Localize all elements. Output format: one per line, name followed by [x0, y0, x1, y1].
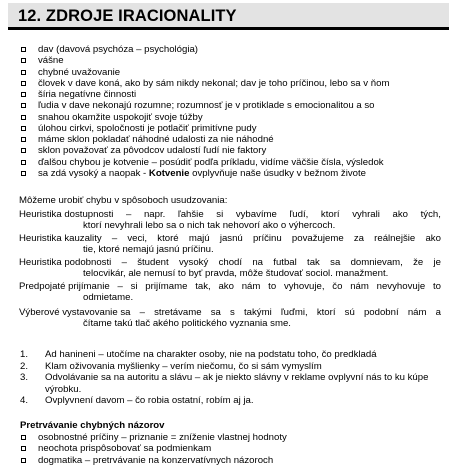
bold-term: Kotvenie — [148, 167, 190, 179]
definition-word: s — [230, 307, 235, 318]
definition-word: domnievam, — [350, 257, 403, 268]
definition-word: sú — [344, 307, 355, 318]
definition-word: – — [117, 281, 123, 292]
section-subtitle: Pretrvávanie chybných názorov — [20, 420, 165, 431]
list-item: neochota prispôsobovať sa podmienkam — [20, 443, 287, 454]
chapter-title: 12. ZDROJE IRACIONALITY — [18, 7, 237, 25]
list-item: vášne — [20, 55, 452, 66]
square-bullet-icon — [21, 103, 26, 108]
numbered-item: 1. Ad hanineni – utočíme na charakter osoby, nie na podstatu toho, čo predkladá — [20, 349, 377, 360]
definition-word: prijímame — [145, 281, 188, 292]
bullet-list — [20, 44, 452, 179]
list-item: ďalšou chybou je kotvenie – posúdiť podľa príkladu, vidíme väčšie čísla, výsledok — [20, 157, 452, 168]
definition-word: ktoré — [157, 233, 179, 244]
square-bullet-icon — [21, 137, 26, 142]
definition-word: majú — [188, 233, 210, 244]
definition-word: je — [433, 257, 441, 268]
definition-word: tak, — [195, 281, 211, 292]
definition-word: že — [413, 257, 424, 268]
bullet-list-2 — [20, 432, 287, 466]
square-bullet-icon — [21, 92, 26, 97]
definition-word: ľudí, — [289, 209, 309, 220]
definition-word: si — [216, 209, 224, 220]
square-bullet-icon — [21, 148, 26, 153]
list-item: úlohou cirkvi, spoločnosti je potlačiť primitívne pudy — [20, 123, 452, 134]
definition-word: ľahšie — [177, 209, 204, 220]
numbered-item: 4. Ovplyvnení davom – čo robia ostatní, robím aj ja. — [20, 395, 254, 407]
definition-word: vysoký — [178, 257, 209, 268]
numbered-list — [20, 349, 450, 407]
definition-continuation: tie, ktoré nemajú jasnú príčinu. — [83, 244, 214, 255]
definition-word: – — [111, 233, 118, 244]
list-item: dav (davová psychóza – psychológia) — [20, 44, 452, 55]
definition-word: stretávame — [154, 307, 202, 318]
definition-item — [19, 233, 441, 255]
square-bullet-icon — [21, 115, 26, 120]
definition-item — [19, 281, 441, 303]
definition-word: to — [432, 281, 441, 292]
square-bullet-icon — [21, 446, 26, 451]
square-bullet-icon — [21, 160, 26, 165]
definition-word: tých, — [420, 209, 441, 220]
definition-word: reálnejšie — [374, 233, 416, 244]
definition-word: za — [353, 233, 364, 244]
definition-word: – — [139, 307, 145, 318]
square-bullet-icon — [21, 171, 26, 176]
definition-word: ako — [218, 281, 234, 292]
definition-word: nevyhovuje — [376, 281, 426, 292]
list-item: sa zdá vysoký a naopak - Kotvenie ovplyvňuje naše úsudky v bežnom živote — [20, 168, 452, 179]
list-item: chybné uvažovanie — [20, 67, 452, 78]
definition-term: Heuristika kauzality — [19, 233, 102, 244]
definition-word: na — [252, 257, 263, 268]
definition-term: Heuristika dostupnosti — [19, 209, 114, 220]
definition-word: ako — [425, 233, 441, 244]
definition-word: ľuďmi, — [280, 307, 308, 318]
definition-word: príčinu — [252, 233, 282, 244]
definition-word: sa — [210, 307, 221, 318]
definition-item — [19, 209, 441, 231]
definition-continuation: ktorí nevyhrali lebo sa o nich tak nehovorí ako o výhercoch. — [83, 220, 336, 231]
definition-word: to — [268, 281, 277, 292]
definition-item — [19, 307, 441, 329]
list-item: máme sklon pokladať náhodné udalosti za nie náhodné — [20, 134, 452, 145]
list-item: človek v dave koná, ako by sám nikdy nekonal; dav je toho príčinou, lebo sa v ňom — [20, 78, 452, 89]
definition-word: chodí — [218, 257, 243, 268]
chapter-heading-bar — [8, 3, 449, 30]
definition-continuation: telocvikár, ale nemusí to byť pravda, môže študovať sociol. manažment. — [83, 268, 389, 279]
definition-word: jasnú — [219, 233, 243, 244]
list-item: šíria negatívne činnosti — [20, 89, 452, 100]
definition-word: – — [126, 209, 132, 220]
numbered-item: 2. Klam oživovania myšlienky – verím niečomu, čo si sám vymyslím — [20, 360, 322, 372]
definition-word: podobní — [363, 307, 399, 318]
definition-item — [19, 257, 441, 279]
list-item: ľudia v dave nekonajú rozumne; rozumnosť je v protiklade s emocionalitou a so — [20, 100, 452, 111]
definition-word: nám — [241, 281, 261, 292]
numbered-item: 3. Odvolávanie sa na autoritu a slávu – ak je niekto slávny v reklame ovplyvní nás to ku kúpe výrobku. — [20, 372, 429, 395]
definition-word: si — [130, 281, 138, 292]
list-item: dogmatika – pretrvávanie na konzervatívnych názoroch — [20, 455, 287, 466]
square-bullet-icon — [21, 435, 26, 440]
definition-word: – — [121, 257, 127, 268]
definition-word: sa — [330, 257, 341, 268]
intro-text: Môžeme urobiť chybu v spôsoboch usudzovania: — [19, 195, 228, 206]
square-bullet-icon — [21, 47, 26, 52]
definition-word: čo — [332, 281, 343, 292]
definition-word: študent — [137, 257, 169, 268]
list-item: osobnostné príčiny – priznanie = zníženie vlastnej hodnoty — [20, 432, 287, 443]
definition-term: Výberové vystavovanie sa — [19, 307, 131, 318]
list-item: snahou okamžite uspokojiť svoje túžby — [20, 112, 452, 123]
definition-word: vyhovuje, — [283, 281, 325, 292]
definition-word: futbal — [273, 257, 297, 268]
definition-word: nám — [407, 307, 427, 318]
definition-word: vybavíme — [235, 209, 277, 220]
square-bullet-icon — [21, 126, 26, 131]
definition-word: ako — [392, 209, 408, 220]
definition-word: považujeme — [291, 233, 344, 244]
definition-word: tak — [307, 257, 320, 268]
definition-word: vyhrali — [352, 209, 380, 220]
definition-word: ktorí — [320, 209, 340, 220]
square-bullet-icon — [21, 81, 26, 86]
square-bullet-icon — [21, 70, 26, 75]
definition-word: napr. — [143, 209, 166, 220]
square-bullet-icon — [21, 458, 26, 463]
definition-word: ktorí — [316, 307, 336, 318]
definition-word: nám — [350, 281, 369, 292]
definition-word: veci, — [127, 233, 148, 244]
definition-term: Predpojaté prijímanie — [19, 281, 110, 292]
definition-word: takými — [243, 307, 272, 318]
square-bullet-icon — [21, 58, 26, 63]
definition-continuation: odmietame. — [83, 292, 134, 303]
definition-term: Heuristika podobnosti — [19, 257, 112, 268]
list-item: sklon považovať za pôvodcov udalostí ľudí nie faktory — [20, 145, 452, 156]
definition-word: a — [435, 307, 441, 318]
definition-continuation: čítame takú tlač akého politického vyznania sme. — [83, 318, 291, 329]
